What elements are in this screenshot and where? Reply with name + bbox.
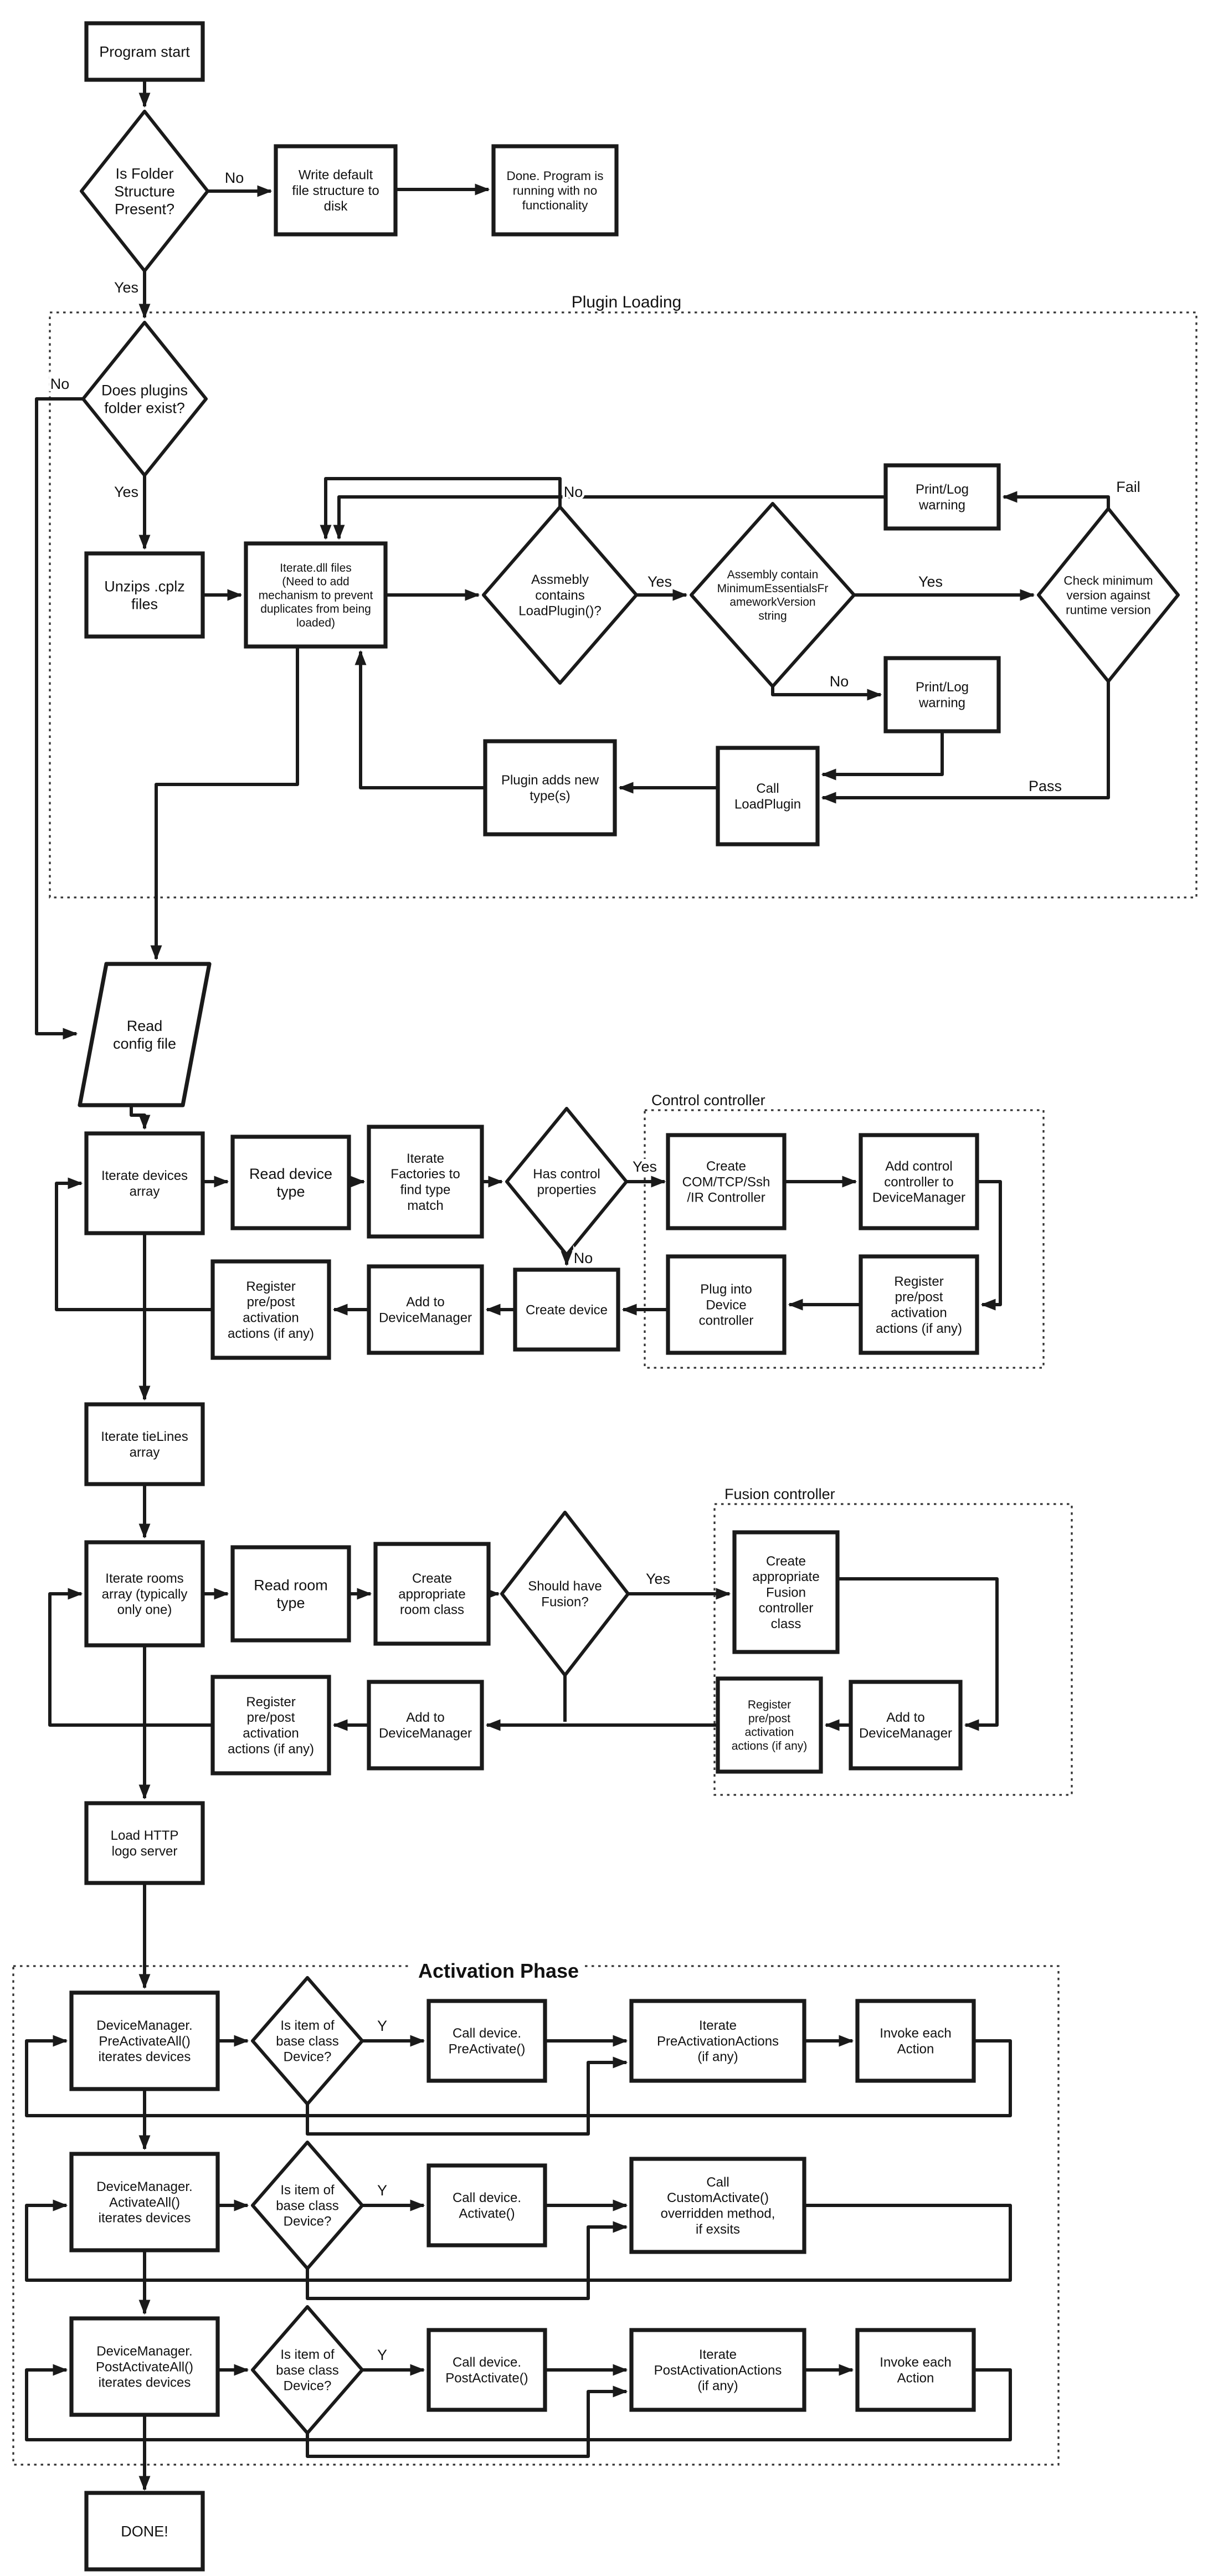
node-is-folder-structure-label: Is Folder Structure Present? <box>114 165 175 218</box>
node-create-room-class-label: Create appropriate room class <box>398 1571 466 1618</box>
edge-label-23: Yes <box>632 1158 657 1175</box>
node-add-to-devicemanager-1-label: Add to DeviceManager <box>378 1295 472 1326</box>
edge-label-27: No <box>573 1250 593 1266</box>
node-plugin-adds-types-label: Plugin adds new type(s) <box>501 773 599 804</box>
node-iterate-tielines-label: Iterate tieLines array <box>101 1429 188 1460</box>
node-unzips-cplz <box>86 553 203 637</box>
node-call-loadplugin-label: Call LoadPlugin <box>734 781 801 812</box>
node-register-prepost-3-label: Register pre/post activation actions (if any) <box>731 1698 808 1753</box>
node-dm-postactivateall-label: DeviceManager. PostActivateAll() iterates devices <box>95 2344 194 2390</box>
node-create-com-tcp-ssh-ir-label: Create COM/TCP/Ssh /IR Controller <box>682 1159 770 1205</box>
node-call-customactivate-label: Call CustomActivate() overridden method, if exsits <box>660 2174 775 2237</box>
edge-label-10: No <box>829 673 849 690</box>
node-iterate-factories-label: Iterate Factories to find type match <box>390 1151 460 1213</box>
edge-label-11: Fail <box>1116 479 1140 495</box>
node-add-control-controller-label: Add control controller to DeviceManager <box>872 1159 966 1205</box>
edge-label-37: Yes <box>645 1571 671 1587</box>
node-read-room-type-label: Read room type <box>254 1577 328 1612</box>
edge-label-12: No <box>563 484 583 500</box>
node-iterate-devices-label: Iterate devices array <box>101 1168 188 1199</box>
node-register-prepost-3 <box>718 1679 821 1772</box>
node-iterate-postactivationactions-label: Iterate PostActivationActions (if any) <box>654 2347 782 2394</box>
edge-label-1: No <box>224 170 244 186</box>
section-label-control-controller: Control controller <box>651 1092 765 1109</box>
node-dm-preactivateall-label: DeviceManager. PreActivateAll() iterates devices <box>96 2018 193 2065</box>
section-label-plugin-loading: Plugin Loading <box>571 293 682 311</box>
node-check-min-version-label: Check minimum version against runtime version <box>1063 573 1153 617</box>
node-assembly-contains-loadplugin-label: Assmebly contains LoadPlugin()? <box>518 572 602 619</box>
node-invoke-each-action-1-label: Invoke each Action <box>880 2026 952 2057</box>
node-is-base-device-3-label: Is item of base class Device? <box>276 2347 339 2394</box>
edge-label-8: Yes <box>647 573 672 590</box>
node-register-prepost-1-label: Register pre/post activation actions (if any) <box>875 1274 963 1336</box>
edge-label-54: Y <box>377 2182 388 2199</box>
node-add-to-devicemanager-3-label: Add to DeviceManager <box>378 1710 472 1741</box>
edge-label-5: No <box>50 376 70 392</box>
section-label-fusion-controller: Fusion controller <box>724 1486 835 1502</box>
node-should-have-fusion-label: Should have Fusion? <box>528 1579 602 1610</box>
node-invoke-each-action-2-label: Invoke each Action <box>880 2355 952 2386</box>
node-iterate-preactivationactions-label: Iterate PreActivationActions (if any) <box>656 2018 779 2065</box>
node-load-http-logo-server-label: Load HTTP logo server <box>110 1828 179 1859</box>
node-create-fusion-controller-label: Create appropriate Fusion controller class <box>752 1553 820 1632</box>
node-read-device-type-label: Read device type <box>249 1166 333 1200</box>
node-add-to-devicemanager-2-label: Add to DeviceManager <box>859 1710 953 1741</box>
node-read-device-type <box>233 1137 349 1228</box>
node-is-base-device-2-label: Is item of base class Device? <box>276 2183 339 2229</box>
edge-label-3: Yes <box>114 279 139 296</box>
section-label-activation-phase: Activation Phase <box>418 1959 579 1983</box>
node-register-prepost-4-label: Register pre/post activation actions (if any) <box>227 1694 315 1757</box>
edge-label-60: Y <box>377 2347 388 2363</box>
node-iterate-rooms-label: Iterate rooms array (typically only one) <box>101 1571 188 1618</box>
node-has-control-properties-label: Has control properties <box>533 1167 600 1198</box>
edge-label-4: Yes <box>114 484 139 500</box>
edge-label-9: Yes <box>918 573 943 590</box>
edge-label-47: Y <box>377 2018 388 2034</box>
edge-label-15: Pass <box>1028 778 1062 794</box>
node-unzips-cplz-label: Unzips .cplz files <box>104 578 185 613</box>
node-register-prepost-2-label: Register pre/post activation actions (if any) <box>227 1279 315 1341</box>
node-write-default-label: Write default file structure to disk <box>292 167 379 214</box>
node-is-base-device-1-label: Is item of base class Device? <box>276 2018 339 2065</box>
node-call-activate-label: Call device. Activate() <box>452 2190 522 2221</box>
node-read-room-type <box>233 1547 349 1640</box>
node-iterate-dll-label: Iterate.dll files (Need to add mechanism to prevent duplicates from being loaded) <box>258 561 373 629</box>
node-create-device-label: Create device <box>525 1302 608 1318</box>
node-print-log-warning-2-label: Print/Log warning <box>915 680 969 711</box>
node-assembly-contains-minversion-label: Assembly contain MinimumEssentialsFr ameworkVersion string <box>717 568 829 623</box>
node-done-no-functionality-label: Done. Program is running with no functionality <box>506 168 604 212</box>
node-program-start-label: Program start <box>99 43 190 60</box>
node-plug-into-device-controller-label: Plug into Device controller <box>698 1282 754 1328</box>
node-print-log-warning-1-label: Print/Log warning <box>915 482 969 513</box>
node-call-postactivate-label: Call device. PostActivate() <box>445 2355 528 2386</box>
node-dm-activateall-label: DeviceManager. ActivateAll() iterates devices <box>96 2179 193 2226</box>
node-does-plugins-folder-exist-label: Does plugins folder exist? <box>101 382 188 417</box>
node-call-preactivate-label: Call device. PreActivate() <box>448 2026 526 2057</box>
node-read-config-file-label: Read config file <box>112 1018 177 1052</box>
node-done-label: DONE! <box>121 2523 168 2540</box>
